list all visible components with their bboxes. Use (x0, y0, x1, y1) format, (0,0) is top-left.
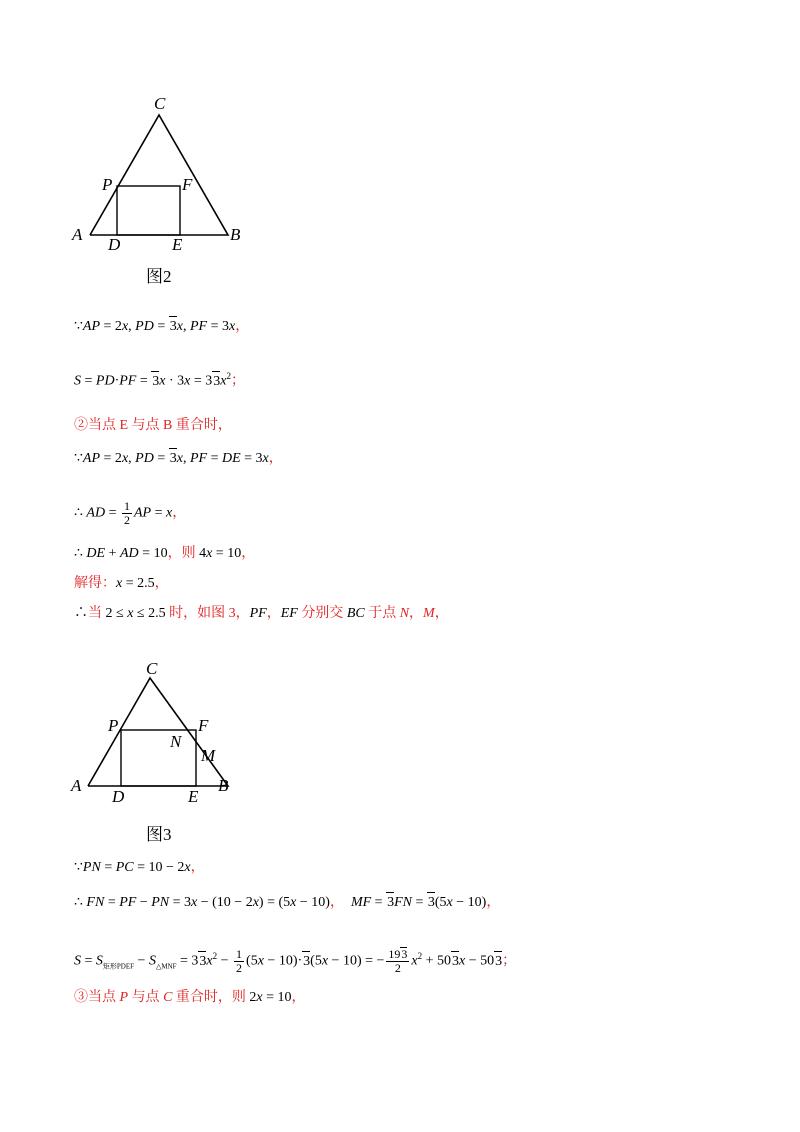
line-6: ∴ DE + AD = 10，则 4x = 10， (74, 546, 256, 561)
line-1: ∵AP = 2x, PD = 3x, PF = 3x， (74, 316, 249, 337)
label-c: C (146, 659, 158, 678)
line-9: ∵PN = PC = 10 − 2x， (74, 860, 205, 875)
label-e: E (172, 235, 183, 254)
figure-2 (60, 90, 260, 260)
label-d: D (112, 787, 125, 806)
label-c: C (154, 94, 166, 113)
line-4: ∵AP = 2x, PD = 3x, PF = DE = 3x， (74, 448, 283, 469)
line-12: ③当点 P 与点 C 重合时，则 2x = 10， (74, 990, 306, 1005)
since-symbol: ∵ (74, 319, 83, 334)
label-p: P (108, 716, 119, 735)
rectangle-pdef (121, 730, 196, 786)
label-m: M (201, 746, 216, 765)
label-d: D (108, 235, 121, 254)
label-b: B (230, 225, 241, 244)
label-a: A (71, 776, 82, 795)
label-e: E (188, 787, 199, 806)
label-f: F (182, 175, 193, 194)
label-p: P (102, 175, 113, 194)
line-7: 解得：x = 2.5， (74, 576, 169, 591)
label-b: B (218, 776, 229, 795)
line-3: ②当点 E 与点 B 重合时， (74, 418, 232, 433)
figure-3-diagram (60, 655, 260, 810)
fraction-19-root3-over-2: $\frac{193}{2}$ (388, 947, 408, 976)
figure-3 (60, 655, 260, 810)
line-11: $S = S_{矩形PDEF} - S_{\triangle MNF} = 33x^2$ − $\frac{1}{2}$ (5x − 10)·3(5x − 10) = − $\frac{193}{2}$ $x^2 + 503x - 503$； (74, 946, 517, 976)
line-5: ∴ AD = $\frac{1}{2}$ AP = x， (74, 499, 187, 527)
line-10: ∴ FN = PF − PN = 3x − (10 − 2x) = (5x − 10)， MF = 3FN = 3(5x − 10)， (74, 892, 500, 913)
line-2: $S = PD\cdot PF = 3x \cdot 3x = 33x^2$； (74, 366, 245, 392)
figure-3-caption: 图3 (146, 825, 172, 844)
label-f: F (198, 716, 209, 735)
figure-2-caption: 图2 (146, 267, 172, 286)
label-a: A (72, 225, 83, 244)
figure-2-diagram (60, 90, 260, 260)
line-8: ∴当 2 ≤ x ≤ 2.5 时，如图 3，PF，EF 分别交 BC 于点 N，M， (74, 606, 449, 621)
fraction-one-half: $\frac{1}{2}$ (124, 499, 130, 527)
rectangle-pdef (117, 186, 180, 235)
label-n: N (170, 732, 182, 751)
